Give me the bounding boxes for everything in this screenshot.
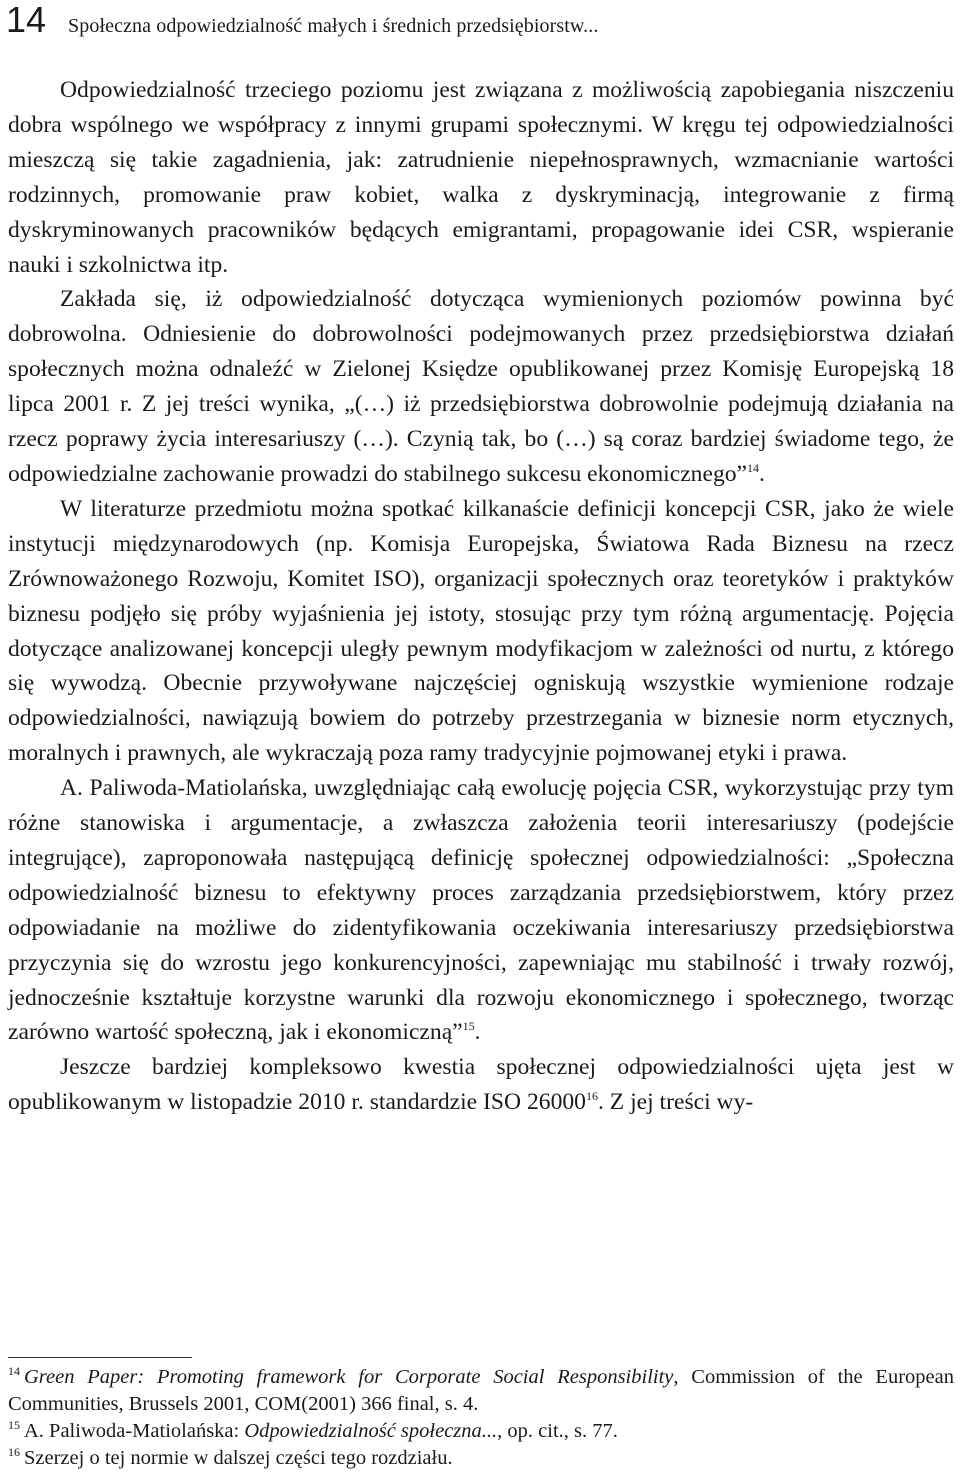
footnote-author: A. Paliwoda-Matiolańska: — [24, 1420, 245, 1442]
paragraph-text: Odpowiedzialność trzeciego poziomu jest związana z możliwością zapobiegania niszczeniu dobra wspólnego we współpracy z innymi grupami społecznymi. W kręgu tej odpowiedzialności mieszczą się takie zagadnienia, jak: zatrudnienie niepełnosprawnych, wzmacnianie wartości rodzinnych, promowanie praw kobiet, walka z dyskryminacją, integrowanie z firmą dyskryminowanych pracowników będących emigrantami, propagowanie idei CSR, wspieranie nauki i szkolnictwa itp. — [8, 77, 954, 278]
footnote-text: Szerzej o tej normie w dalszej części tego rozdziału. — [24, 1447, 453, 1469]
paragraph-text: Zakłada się, iż odpowiedzialność dotycząca wymienionych poziomów powinna być dobrowolna. Odniesienie do dobrowolności podejmowanych przez przedsiębiorstwa działań społecznych można odnaleźć w Zielonej Księdze opublikowanej przez Komisję Europejską 18 lipca 2001 r. Z jej treści wynika, „(…) iż przedsiębiorstwa dobrowolnie podejmują działania na rzecz poprawy życia interesariuszy (…). Czynią tak, bo (…) są coraz bardziej świadome tego, że odpowiedzialne zachowanie prowadzi do stabilnego sukcesu ekonomicznego” — [8, 286, 954, 487]
footnote-number: 16 — [8, 1445, 20, 1459]
paragraph-text: A. Paliwoda-Matiolańska, uwzględniając całą ewolucję pojęcia CSR, wykorzystując przy tym różne stanowiska i argumentacje, a zwłaszcza założenia teorii interesariuszy (podejście integrujące), zaproponowała następującą definicję społecznej odpowiedzialności: „Społeczna odpowiedzialność biznesu to efektywny proces zarządzania przedsiębiorstwem, który przez odpowiadanie na możliwe do zidentyfikowania oczekiwania interesariuszy przedsiębiorstwa przyczynia się do wzrostu jego konkurencyjności, zapewniając mu stabilność i trwały rozwój, jednocześnie kształtuje korzystne warunki dla rozwoju ekonomicznego i społecznego, tworząc zarówno wartość społeczną, jak i ekonomiczną” — [8, 775, 954, 1046]
footnote-text: , Commission of the European Communities, Brussels 2001, COM(2001) 366 final, s. 4. — [8, 1366, 954, 1415]
footnote — [8, 1364, 954, 1418]
running-header — [6, 0, 598, 42]
paragraph-text-end: . — [474, 1019, 481, 1046]
footnote-number: 15 — [8, 1418, 20, 1432]
page-number: 14 — [6, 0, 47, 40]
footnote-number: 14 — [8, 1364, 20, 1378]
footnote-title: Odpowiedzialność społeczna... — [244, 1420, 498, 1442]
footnotes — [8, 1364, 954, 1472]
paragraph — [8, 771, 954, 1050]
footnote-reference[interactable]: 15 — [462, 1019, 475, 1034]
running-title: Społeczna odpowiedzialność małych i średnich przedsiębiorstw... — [68, 15, 599, 37]
footnote — [8, 1445, 954, 1472]
footnote-reference[interactable]: 16 — [585, 1089, 598, 1104]
paragraph-text: W literaturze przedmiotu można spotkać kilkanaście definicji koncepcji CSR, jako że wiele instytucji międzynarodowych (np. Komisja Europejska, Światowa Rada Biznesu na rzecz Zrównoważonego Rozwoju, Komitet ISO), organizacji społecznych oraz teoretyków i praktyków biznesu podjęło się próby wyjaśnienia jej istoty, stosując przy tym różną argumentację. Pojęcia dotyczące analizowanej koncepcji uległy pewnym modyfikacjom w zależności od nurtu, z którego się wywodzą. Obecnie przywoływane najczęściej ogniskują wszystkie wymienione rodzaje odpowiedzialności, nawiązują bowiem do potrzeby przestrzegania w biznesie norm etycznych, moralnych i prawnych, ale wykraczają poza ramy tradycyjnie pojmowanej etyki i prawa. — [8, 495, 954, 767]
footnote-divider — [8, 1357, 192, 1358]
footnote-reference[interactable]: 14 — [747, 460, 760, 475]
footnote-title: Green Paper: Promoting framework for Corporate Social Responsibility — [24, 1366, 674, 1388]
paragraph — [8, 1050, 954, 1120]
paragraph-text: Jeszcze bardziej kompleksowo kwestia społecznej odpowiedzialności ujęta jest w opublikowanym w listopadzie 2010 r. standardzie ISO 26000 — [8, 1054, 954, 1116]
paragraph-text-end: . Z jej treści wy- — [597, 1089, 754, 1116]
footnote-text: , op. cit., s. 77. — [497, 1420, 618, 1442]
body-text — [8, 73, 954, 1120]
paragraph — [8, 492, 954, 771]
paragraph — [8, 73, 954, 282]
paragraph-text-end: . — [759, 460, 765, 487]
footnote — [8, 1418, 954, 1445]
paragraph — [8, 282, 954, 491]
